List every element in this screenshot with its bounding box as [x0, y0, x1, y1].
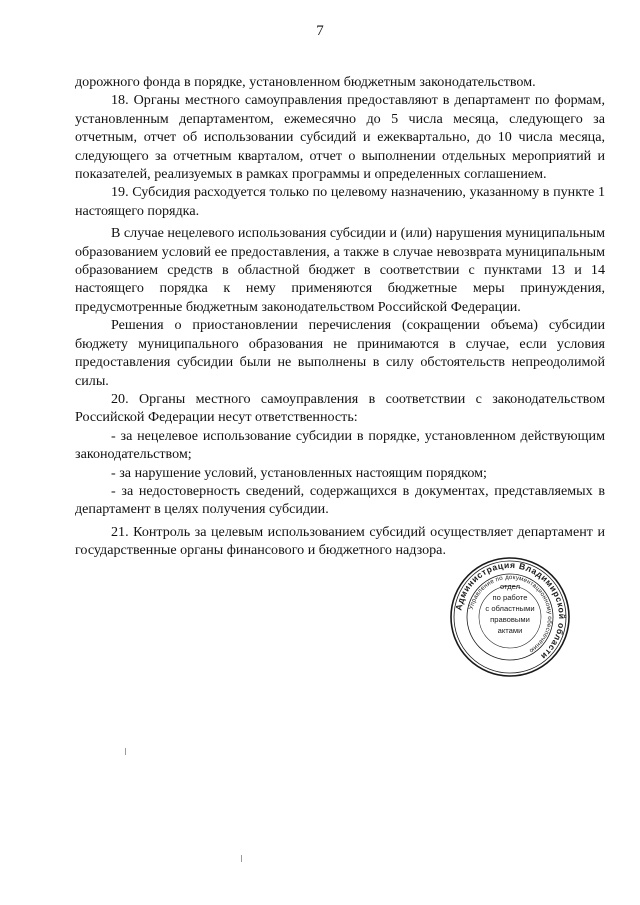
page-number: 7 [316, 23, 324, 39]
stamp-center-line: с областными [485, 604, 535, 613]
paragraph-suspension: Решения о приостановлении перечисления (сокращении объема) субсидии бюджету муниципального образования не принимаются в случае, если условия предоставления субсидии были не выполнены в силу обстоятельств непреодолимой силы. [75, 317, 605, 389]
list-item-false-info: - за недостоверность сведений, содержащихся в документах, представляемых в департамент в целях получения субсидии. [75, 482, 605, 518]
scan-mark [125, 748, 126, 755]
paragraph-21: 21. Контроль за целевым использованием субсидий осуществляет департамент и государственные органы финансового и бюджетного надзора. [75, 523, 605, 559]
stamp-center [449, 581, 571, 636]
paragraph-continuation: дорожного фонда в порядке, установленном бюджетным законодательством. [75, 74, 536, 90]
scan-mark [241, 855, 242, 862]
paragraph-19: 19. Субсидия расходуется только по целевому назначению, указанному в пункте 1 настоящего порядка. [75, 184, 605, 219]
list-item-violation: - за нарушение условий, установленных настоящим порядком; [111, 464, 487, 481]
paragraph-misuse: В случае нецелевого использования субсидии и (или) нарушения муниципальным образованием условий ее предоставления, а также в случае невозврата муниципальным образованием средств в областной бюджет в соответствии с пунктами 13 и 14 настоящего порядка к нему применяются бюджетные меры принуждения, предусмотренные бюджетным законодательством Российской Федерации. [75, 225, 606, 315]
stamp-center-line: по работе [492, 593, 528, 602]
paragraph-20: 20. Органы местного самоуправления в соответствии с законодательством Российской Федерации несут ответственность: [75, 390, 605, 426]
list-item-misuse: - за нецелевое использование субсидии в порядке, установленном действующим законодательством; [75, 427, 605, 463]
stamp-center-line: правовыми [490, 615, 530, 624]
document-body [75, 73, 605, 560]
stamp-center-line: отдел [499, 582, 521, 591]
official-stamp [449, 556, 571, 678]
paragraph-18: 18. Органы местного самоуправления предоставляют в департамент по формам, установленным департаментом, ежемесячно до 5 числа месяца, следующего за отчетным, отчет об использовании субсидий и ежеквартально, до 10 числа месяца, следующего за отчетным кварталом, отчет о выполнении отдельных мероприятий и показателей, реализуемых в рамках программы и определенных соглашением. [75, 92, 605, 183]
stamp-center-line: актами [497, 626, 523, 635]
stamp-inner-text: Управление по документационному обеспечению [467, 573, 554, 655]
stamp-outer-text: Администрация Владимирской области [453, 559, 568, 662]
